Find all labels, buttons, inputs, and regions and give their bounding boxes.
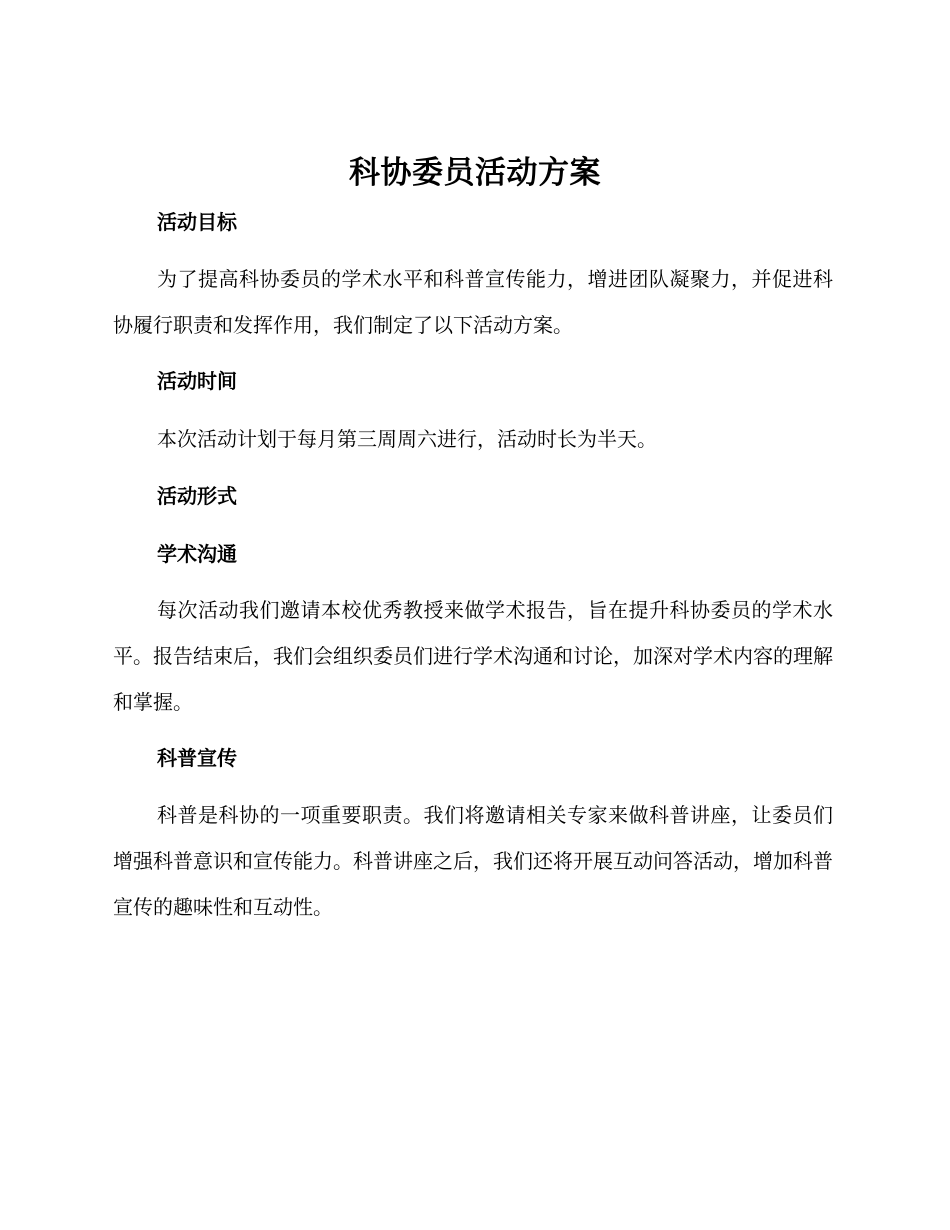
paragraph-academic-communication: 每次活动我们邀请本校优秀教授来做学术报告，旨在提升科协委员的学术水平。报告结束后，我们会组织委员们进行学术沟通和讨论，加深对学术内容的理解和掌握。 [113,598,833,714]
paragraph-science-popularization: 科普是科协的一项重要职责。我们将邀请相关专家来做科普讲座，让委员们增强科普意识和宣传能力。科普讲座之后，我们还将开展互动问答活动，增加科普宣传的趣味性和互动性。 [113,803,833,919]
paragraph-activity-time: 本次活动计划于每月第三周周六进行，活动时长为半天。 [157,427,657,451]
heading-activity-format: 活动形式 [157,484,237,508]
heading-activity-goal: 活动目标 [157,210,237,234]
heading-academic-communication: 学术沟通 [157,542,237,566]
heading-science-popularization: 科普宣传 [157,746,237,770]
heading-activity-time: 活动时间 [157,369,237,393]
document-title: 科协委员活动方案 [349,155,601,191]
paragraph-activity-goal: 为了提高科协委员的学术水平和科普宣传能力，增进团队凝聚力，并促进科协履行职责和发挥作用，我们制定了以下活动方案。 [113,267,833,337]
